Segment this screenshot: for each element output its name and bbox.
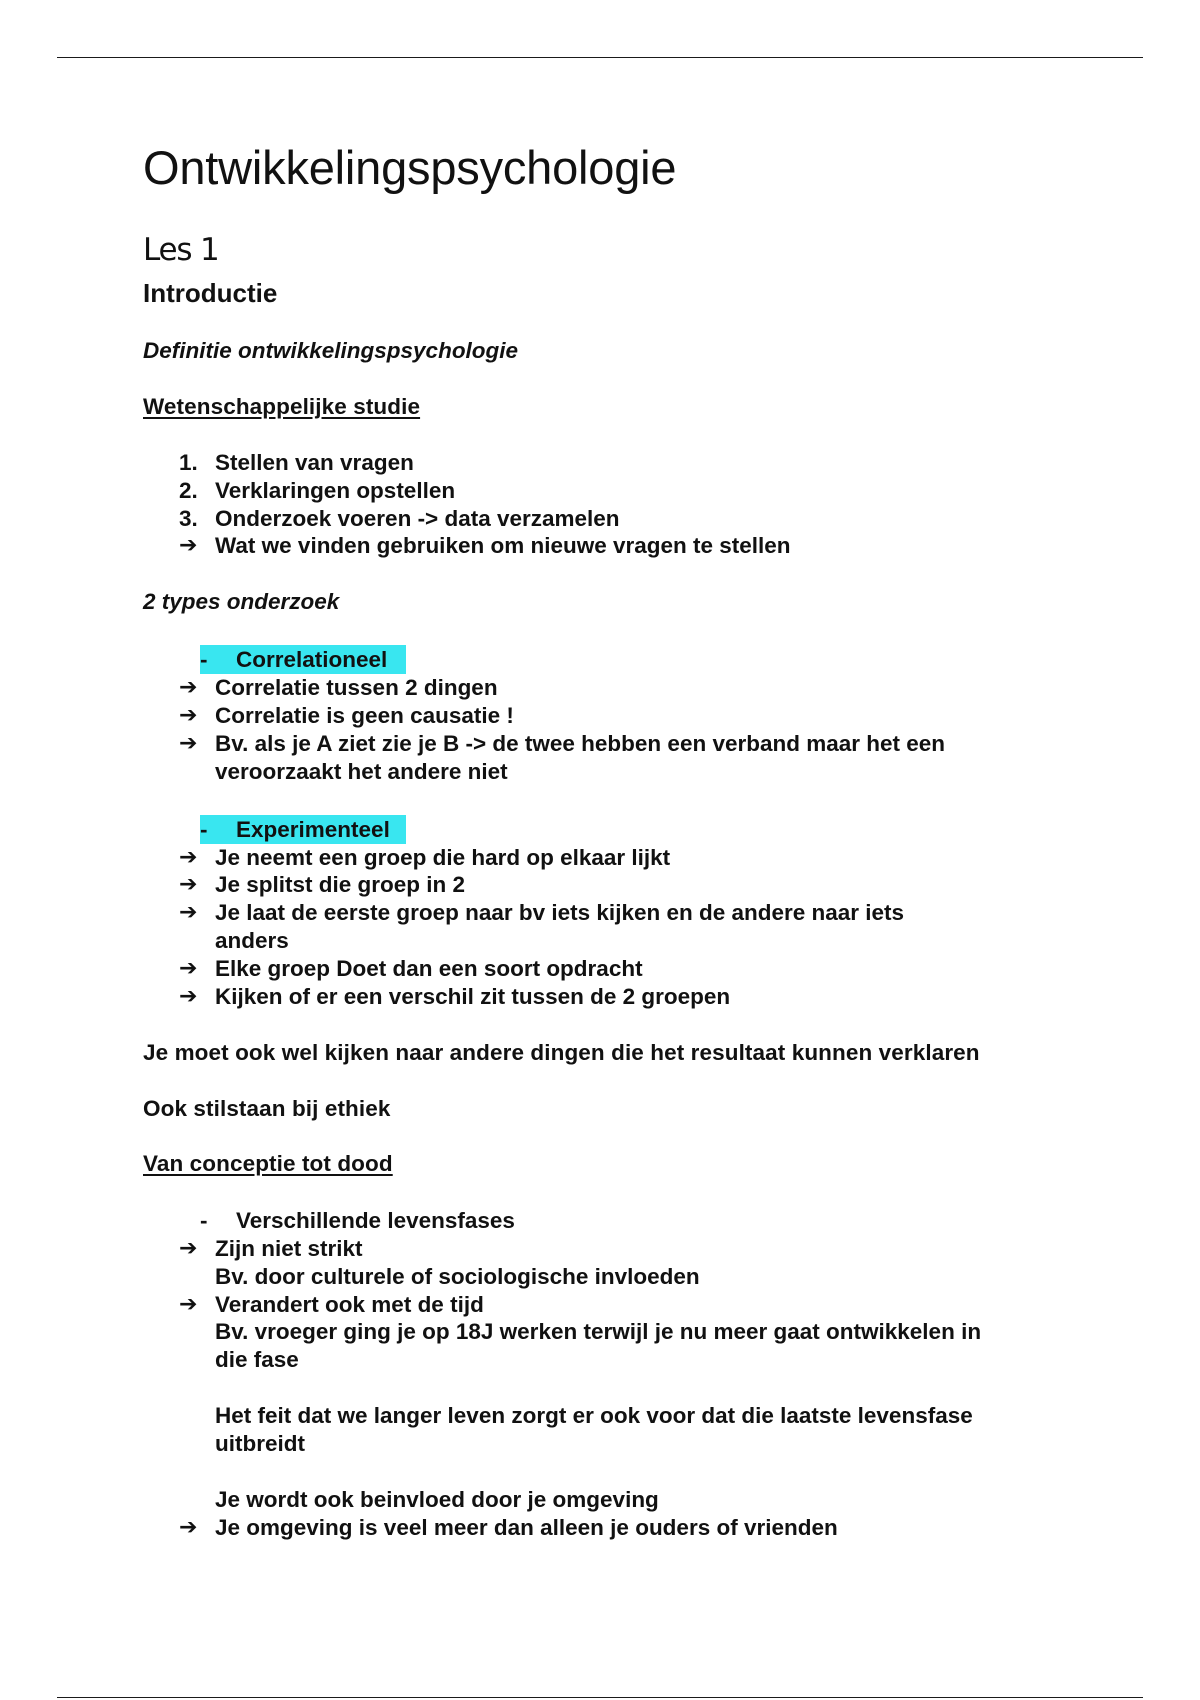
arrow-icon: ➔ xyxy=(179,845,198,870)
lifespan-line: Je omgeving is veel meer dan alleen je ouders of vrienden xyxy=(215,1515,838,1540)
arrow-icon: ➔ xyxy=(179,1292,198,1317)
lifespan-line: die fase xyxy=(215,1347,299,1372)
note-ethics: Ook stilstaan bij ethiek xyxy=(143,1096,391,1121)
experimental-point: Kijken of er een verschil zit tussen de 2 groepen xyxy=(215,984,731,1009)
header-rule xyxy=(57,57,1143,58)
correlational-point: Bv. als je A ziet zie je B -> de twee hebben een verband maar het een xyxy=(215,731,946,756)
dash-bullet: - xyxy=(200,1208,208,1233)
arrow-icon: ➔ xyxy=(179,675,198,700)
dash-bullet: - xyxy=(200,817,208,842)
correlational-point: Correlatie is geen causatie ! xyxy=(215,703,514,728)
step-text: Stellen van vragen xyxy=(215,450,414,475)
arrow-icon: ➔ xyxy=(179,900,198,925)
lifespan-line: Bv. vroeger ging je op 18J werken terwijl je nu meer gaat ontwikkelen in xyxy=(215,1319,982,1344)
page-title: Ontwikkelingspsychologie xyxy=(143,141,677,194)
section-heading: Introductie xyxy=(143,278,278,308)
arrow-icon: ➔ xyxy=(179,703,198,728)
experimental-point-continued: anders xyxy=(215,928,289,953)
lifespan-heading: Van conceptie tot dood xyxy=(143,1151,393,1176)
research-types-heading: 2 types onderzoek xyxy=(143,589,340,614)
experimental-point: Je neemt een groep die hard op elkaar lijkt xyxy=(215,845,671,870)
footer-rule xyxy=(57,1697,1143,1698)
step-number: 1. xyxy=(179,450,198,475)
experimental-point: Elke groep Doet dan een soort opdracht xyxy=(215,956,643,981)
dash-bullet: - xyxy=(200,647,208,672)
lifespan-line: uitbreidt xyxy=(215,1431,305,1456)
arrow-icon: ➔ xyxy=(179,984,198,1009)
step-number: 3. xyxy=(179,506,198,531)
correlational-point-continued: veroorzaakt het andere niet xyxy=(215,759,508,784)
step-text: Onderzoek voeren -> data verzamelen xyxy=(215,506,620,531)
arrow-icon: ➔ xyxy=(179,1515,198,1540)
lifespan-line: Zijn niet strikt xyxy=(215,1236,363,1261)
arrow-icon: ➔ xyxy=(179,956,198,981)
correlational-label: Correlationeel xyxy=(236,647,388,672)
step-text: Verklaringen opstellen xyxy=(215,478,456,503)
lifespan-sub-label: Verschillende levensfases xyxy=(236,1208,515,1233)
arrow-icon: ➔ xyxy=(179,1236,198,1261)
lifespan-line: Verandert ook met de tijd xyxy=(215,1292,484,1317)
note-confounders: Je moet ook wel kijken naar andere dingen die het resultaat kunnen verklaren xyxy=(143,1040,980,1065)
science-heading: Wetenschappelijke studie xyxy=(143,394,421,419)
lesson-heading: Les 1 xyxy=(143,232,219,268)
lifespan-line: Je wordt ook beinvloed door je omgeving xyxy=(215,1487,659,1512)
step-number: 2. xyxy=(179,478,198,503)
arrow-icon: ➔ xyxy=(179,533,198,558)
lifespan-line: Bv. door culturele of sociologische invloeden xyxy=(215,1264,700,1289)
definition-heading: Definitie ontwikkelingspsychologie xyxy=(143,338,519,363)
science-conclusion: Wat we vinden gebruiken om nieuwe vragen te stellen xyxy=(215,533,791,558)
arrow-icon: ➔ xyxy=(179,731,198,756)
experimental-label: Experimenteel xyxy=(236,817,390,842)
experimental-point: Je laat de eerste groep naar bv iets kijken en de andere naar iets xyxy=(215,900,905,925)
lifespan-line: Het feit dat we langer leven zorgt er ook voor dat die laatste levensfase xyxy=(215,1403,973,1428)
correlational-point: Correlatie tussen 2 dingen xyxy=(215,675,498,700)
experimental-point: Je splitst die groep in 2 xyxy=(215,872,466,897)
arrow-icon: ➔ xyxy=(179,872,198,897)
